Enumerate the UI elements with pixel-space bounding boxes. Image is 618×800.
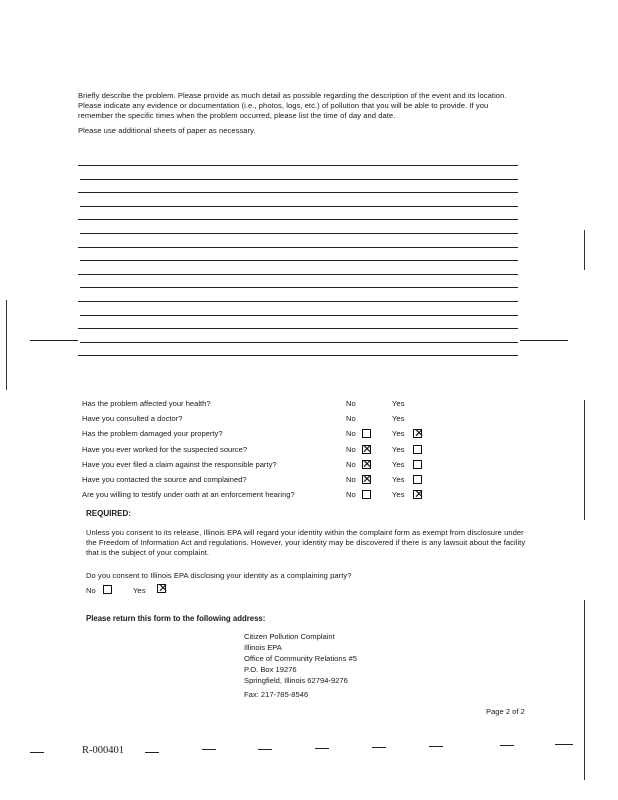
answer-line[interactable]	[78, 355, 518, 356]
page-number: Page 2 of 2	[486, 707, 525, 716]
yes-check-icon: ✕	[414, 426, 425, 440]
answer-line[interactable]	[78, 192, 518, 193]
no-check-icon: ✕	[362, 442, 373, 456]
answer-yes-label: Yes	[392, 429, 405, 438]
required-paragraph: Unless you consent to its release, Illinois EPA will regard your identity within the complaint form as exempt from disclosure under the Freedom of Information Act and regulations. However, your identity may be discovered if there is any lawsuit about the facility that is the subject of your complaint.	[86, 528, 526, 557]
instructions-paragraph: Briefly describe the problem. Please provide as much detail as possible regarding the description of the event and its location. Please indicate any evidence or documentation (i.e., photos, logs, etc.) of pollution that you will be able to provide. If you remember the specific times when the problem occurred, please list the time of day and date.	[78, 91, 507, 120]
footer-dash	[315, 748, 329, 749]
consent-question: Do you consent to Illinois EPA disclosing your identity as a complaining party?	[86, 571, 352, 580]
question-text: Has the problem affected your health?	[82, 399, 211, 408]
answer-yes-label: Yes	[392, 460, 405, 469]
no-checkbox[interactable]	[362, 429, 371, 438]
scan-artifact-left-edge	[6, 300, 7, 390]
answer-line[interactable]	[80, 179, 518, 180]
answer-line[interactable]	[80, 233, 518, 234]
footer-dash	[202, 749, 216, 750]
question-text: Has the problem damaged your property?	[82, 429, 223, 438]
answer-line[interactable]	[78, 247, 518, 248]
consent-no-label: No	[86, 586, 96, 595]
answer-line[interactable]	[80, 206, 518, 207]
answer-yes-label: Yes	[392, 490, 405, 499]
answer-no-label: No	[346, 445, 356, 454]
question-text: Have you ever worked for the suspected source?	[82, 445, 248, 454]
address-line: Citizen Pollution Complaint	[244, 632, 335, 641]
answer-no-label: No	[346, 460, 356, 469]
address-line: P.O. Box 19276	[244, 665, 297, 674]
answer-line[interactable]	[80, 260, 518, 261]
answer-no-label: No	[346, 429, 356, 438]
footer-dash	[145, 752, 159, 753]
answer-line[interactable]	[78, 165, 518, 166]
question-text: Are you willing to testify under oath at an enforcement hearing?	[82, 490, 295, 499]
required-heading: REQUIRED:	[86, 509, 131, 518]
address-line: Illinois EPA	[244, 643, 282, 652]
answer-yes-label: Yes	[392, 445, 405, 454]
answer-yes-label: Yes	[392, 475, 405, 484]
answer-no-label: No	[346, 399, 356, 408]
answer-yes-label: Yes	[392, 399, 405, 408]
return-heading: Please return this form to the following address:	[86, 614, 266, 623]
no-checkbox[interactable]	[362, 490, 371, 499]
question-text: Have you contacted the source and complained?	[82, 475, 247, 484]
scan-artifact-right-edge-2	[584, 400, 585, 520]
no-check-icon: ✕	[362, 457, 373, 471]
consent-no-checkbox[interactable]	[103, 585, 112, 594]
scan-artifact-right-edge-3	[584, 600, 585, 780]
additional-sheets-note: Please use additional sheets of paper as necessary.	[78, 126, 256, 135]
consent-yes-label: Yes	[133, 586, 146, 595]
answer-line[interactable]	[80, 342, 518, 343]
footer-dash	[555, 744, 573, 745]
answer-line[interactable]	[78, 219, 518, 220]
footer-dash	[30, 752, 44, 753]
fax-number: Fax: 217-785-8546	[244, 690, 309, 699]
answer-no-label: No	[346, 414, 356, 423]
answer-line[interactable]	[78, 301, 518, 302]
question-text: Have you ever filed a claim against the responsible party?	[82, 460, 277, 469]
address-line: Springfield, Illinois 62794-9276	[244, 676, 348, 685]
answer-no-label: No	[346, 475, 356, 484]
answer-yes-label: Yes	[392, 414, 405, 423]
answer-line[interactable]	[78, 328, 518, 329]
scan-artifact-right-edge-1	[584, 230, 585, 270]
yes-check-icon: ✕	[414, 487, 425, 501]
scan-artifact-line-right	[520, 340, 568, 341]
answer-line[interactable]	[80, 287, 518, 288]
bates-number: R-000401	[82, 745, 124, 756]
return-address	[244, 631, 357, 686]
yes-checkbox[interactable]	[413, 460, 422, 469]
footer-dash	[258, 749, 272, 750]
footer-dash	[500, 745, 514, 746]
instructions-block	[78, 91, 518, 136]
consent-yes-check-icon: ✕	[158, 581, 169, 595]
answer-line[interactable]	[78, 274, 518, 275]
scan-artifact-line-left	[30, 340, 78, 341]
question-text: Have you consulted a doctor?	[82, 414, 183, 423]
footer-dash	[372, 747, 386, 748]
answer-no-label: No	[346, 490, 356, 499]
yes-checkbox[interactable]	[413, 475, 422, 484]
answer-line[interactable]	[80, 315, 518, 316]
address-line: Office of Community Relations #5	[244, 654, 357, 663]
yes-checkbox[interactable]	[413, 445, 422, 454]
footer-dash	[429, 746, 443, 747]
no-check-icon: ✕	[362, 472, 373, 486]
